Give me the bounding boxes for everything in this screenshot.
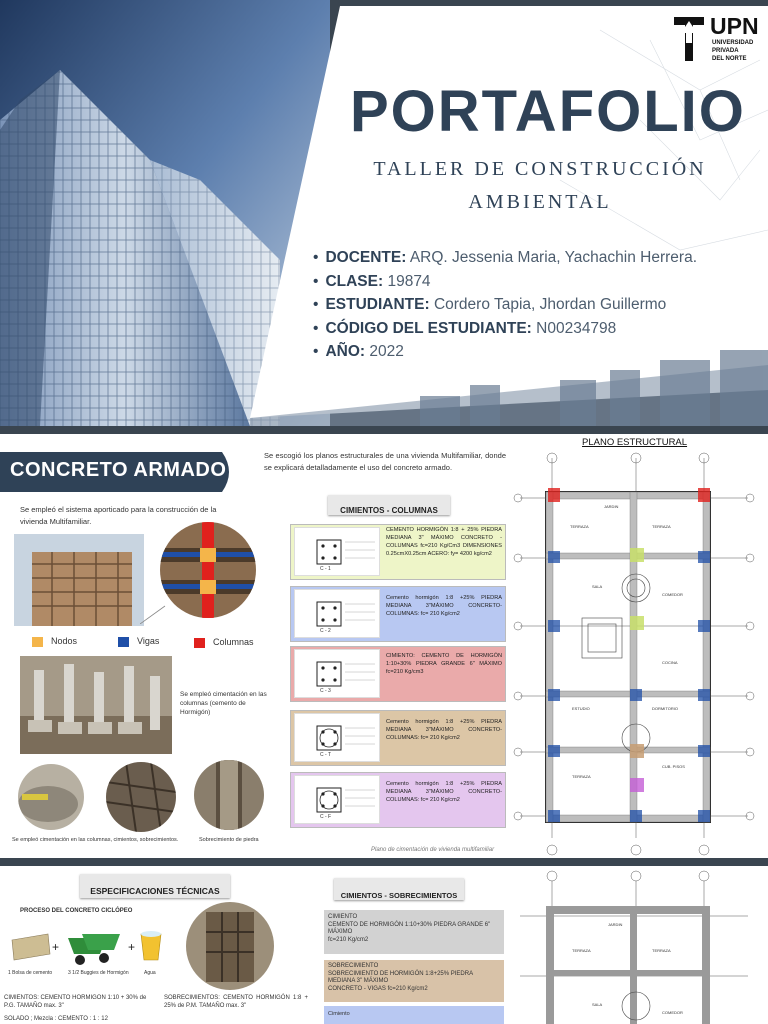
cim-text: Se empleó cimentación en las columnas (cemento de Hormigón) [180,691,267,716]
spec-text-third: Cimiento [328,1011,350,1017]
bottom-caption-2: Sobrecimiento de piedra [199,837,259,843]
cover-panel [0,0,768,426]
column-section-label: C - 1 [320,566,331,572]
building-construction-photo [14,534,144,626]
cim-spec-text: CIMIENTOS: CEMENTO HORMIGON 1:10 + 30% de P.G. TAMAÑO max. 3" [4,995,147,1009]
university-logo [670,13,759,68]
legend-nodos [32,636,77,647]
logo-sub2: PRIVADA [712,48,739,54]
concreto-armado-panel [0,434,768,858]
section-title-text: CIMIENTOS - SOBRECIMIENTOS [340,891,458,900]
logo-text: UPN [710,13,759,39]
connector-line [140,594,170,624]
section-title-sobrecimientos [334,878,464,900]
plan-title: PLANO ESTRUCTURAL [582,437,688,448]
item-label-1: 1 Bolsa de cemento [8,970,53,976]
legend-swatch-vigas [118,637,129,647]
bottom-caption-1: Se empleó cimentación en las columnas, cimientos, sobrecimientos. [12,837,179,843]
column-section-drawing [294,775,380,824]
info-key: AÑO: [325,343,366,360]
legend-swatch-nodos [32,637,43,647]
svg-text:JARDIN: JARDIN [604,504,619,509]
column-spec-text: CIMIENTO: CEMENTO DE HORMIGÓN 1:10+30% PIEDRA GRANDE 6" MÁXIMO fc=210 Kg/cm3 [386,653,502,675]
info-key: ESTUDIANTE: [325,296,430,313]
detail-photo-nodes [160,522,256,618]
plan-caption: Plano de cimentación de vivienda multifamiliar [371,847,495,853]
column-section-drawing [294,649,380,698]
banner-title: CONCRETO ARMADO [10,459,227,481]
svg-text:TERRAZA: TERRAZA [572,774,591,779]
especificaciones-panel [0,866,768,1024]
logo-symbol-icon [670,13,708,63]
info-value: ARQ. Jessenia Maria, Yachachin Herrera. [409,249,698,266]
svg-text:ESTUDIO: ESTUDIO [572,706,590,711]
system-text: Se empleó el sistema aporticado para la construcción de la vivienda Multifamiliar. [20,505,217,526]
legend-vigas [118,636,159,647]
info-key: CLASE: [325,272,384,290]
item-label-3: Agua [144,970,156,976]
svg-text:TERRAZA: TERRAZA [652,948,671,953]
legend-columnas [194,637,254,648]
intro-text: Se escogió los planos estructurales de una vivienda Multifamiliar, donde se explicará detalladamente el uso del concreto armado. [264,451,506,472]
section-title-text: CIMIENTOS - COLUMNAS [340,506,438,515]
spec-text-cimiento: CIMIENTO CEMENTO DE HORMIGÓN 1:10+30% PIEDRA GRANDE 6" MÁXIMO fc=210 Kg/cm2 [328,914,491,943]
cimiento-photo-2 [106,762,176,832]
info-item-anio [313,340,697,364]
column-section-drawing [294,589,380,638]
svg-text:TERRAZA: TERRAZA [572,948,591,953]
logo-sub3: DEL NORTE [712,56,747,62]
process-title: PROCESO DEL CONCRETO CICLÓPEO [20,908,133,914]
item-label-2: 3 1/2 Buggies de Hormigón [68,970,129,976]
svg-text:JARDIN: JARDIN [608,922,623,927]
spec-text-sobrecimiento: SOBRECIMIENTO SOBRECIMIENTO DE HORMIGÓN 1:8+25% PIEDRA MEDIANA 3" MÁXIMO CONCRETO - VIGAS fc=210 Kg/cm2 [328,963,473,992]
cement-bag-icon [8,928,52,964]
subtitle-line2: AMBIENTAL [468,191,612,213]
spec-title-box [80,874,230,898]
plus-sign-1: + [52,940,60,954]
svg-text:SALA: SALA [592,584,603,589]
info-key: CÓDIGO DEL ESTUDIANTE: [325,319,532,337]
svg-text:TERRAZA: TERRAZA [652,524,671,529]
structural-plan-drawing-2 [512,866,762,1024]
column-spec-text: Cemento hormigón 1:8 +25% PIEDRA MEDIANA 3"MÁXIMO CONCRETO-COLUMNAS: fc= 210 Kg/cm2 [386,719,502,741]
column-spec-text: Cemento hormigón 1:8 +25% PIEDRA MEDIANA 3"MÁXIMO CONCRETO-COLUMNAS: fc= 210 Kg/cm2 [386,781,502,803]
info-value: 19874 [387,272,431,290]
subtitle-line1: TALLER DE CONSTRUCCIÓN [373,158,707,180]
mix-text: SOLADO ; Mezcla : CEMENTO : 1 : 12 [4,1016,108,1022]
info-item-estudiante [313,293,697,317]
legend-label: Vigas [137,636,160,646]
section-title-cimientos-columnas [328,495,450,515]
spec-title: ESPECIFICACIONES TÉCNICAS [90,886,220,896]
column-spec-text: Cemento hormigón 1:8 +25% PIEDRA MEDIANA 3"MÁXIMO CONCRETO-COLUMNAS: fc= 210 Kg/cm2 [386,595,502,617]
svg-text:CUB. PISOS: CUB. PISOS [662,764,685,769]
info-value: 2022 [369,343,404,360]
svg-text:SALA: SALA [592,1002,603,1007]
info-value: Cordero Tapia, Jhordan Guillermo [433,296,667,313]
column-spec-text: CEMENTO HORMIGÓN 1:8 + 25% PIEDRA MEDIANA 3" MÁXIMO CONCRETO - COLUMNAS fc=210 Kg/Cm3 DIMENSIONES 0.25cmX0.25cm ACERO: fy= 4200 kg/cm2 [386,527,502,557]
legend-swatch-columnas [194,638,205,648]
info-key: DOCENTE: [325,249,407,266]
column-section-drawing [294,527,380,576]
water-bucket-icon [138,928,164,962]
sobre-spec-text: SOBRECIMIENTOS: CEMENTO HORMIGÓN 1:8 + 25% de P.M. TAMAÑO max. 3" [164,995,308,1009]
svg-text:TERRAZA: TERRAZA [570,524,589,529]
info-item-docente [313,246,697,270]
column-section-label: C - 2 [320,628,331,634]
logo-sub1: UNIVERSIDAD [712,40,754,46]
column-section-label: C - F [320,814,332,820]
column-section-label: C - T [320,752,332,758]
info-value: N00234798 [536,319,617,337]
foundation-photo [20,656,172,754]
info-item-clase [313,270,697,294]
page-title: PORTAFOLIO [350,79,746,144]
svg-text:DORMITORIO: DORMITORIO [652,706,678,711]
plus-sign-2: + [128,940,136,954]
svg-text:COCINA: COCINA [662,660,678,665]
legend-label: Columnas [213,637,254,647]
ciclopeo-photo [186,902,274,990]
info-item-codigo [313,317,697,341]
cimiento-photo-1 [18,764,84,830]
sobrecimiento-photo [194,760,264,830]
student-info-list [313,246,697,364]
column-section-label: C - 3 [320,688,331,694]
wheelbarrow-icon [60,924,130,968]
svg-text:COMEDOR: COMEDOR [662,592,683,597]
svg-text:COMEDOR: COMEDOR [662,1010,683,1015]
structural-plan-drawing [512,448,762,858]
legend-label: Nodos [51,636,78,646]
column-section-drawing [294,713,380,762]
